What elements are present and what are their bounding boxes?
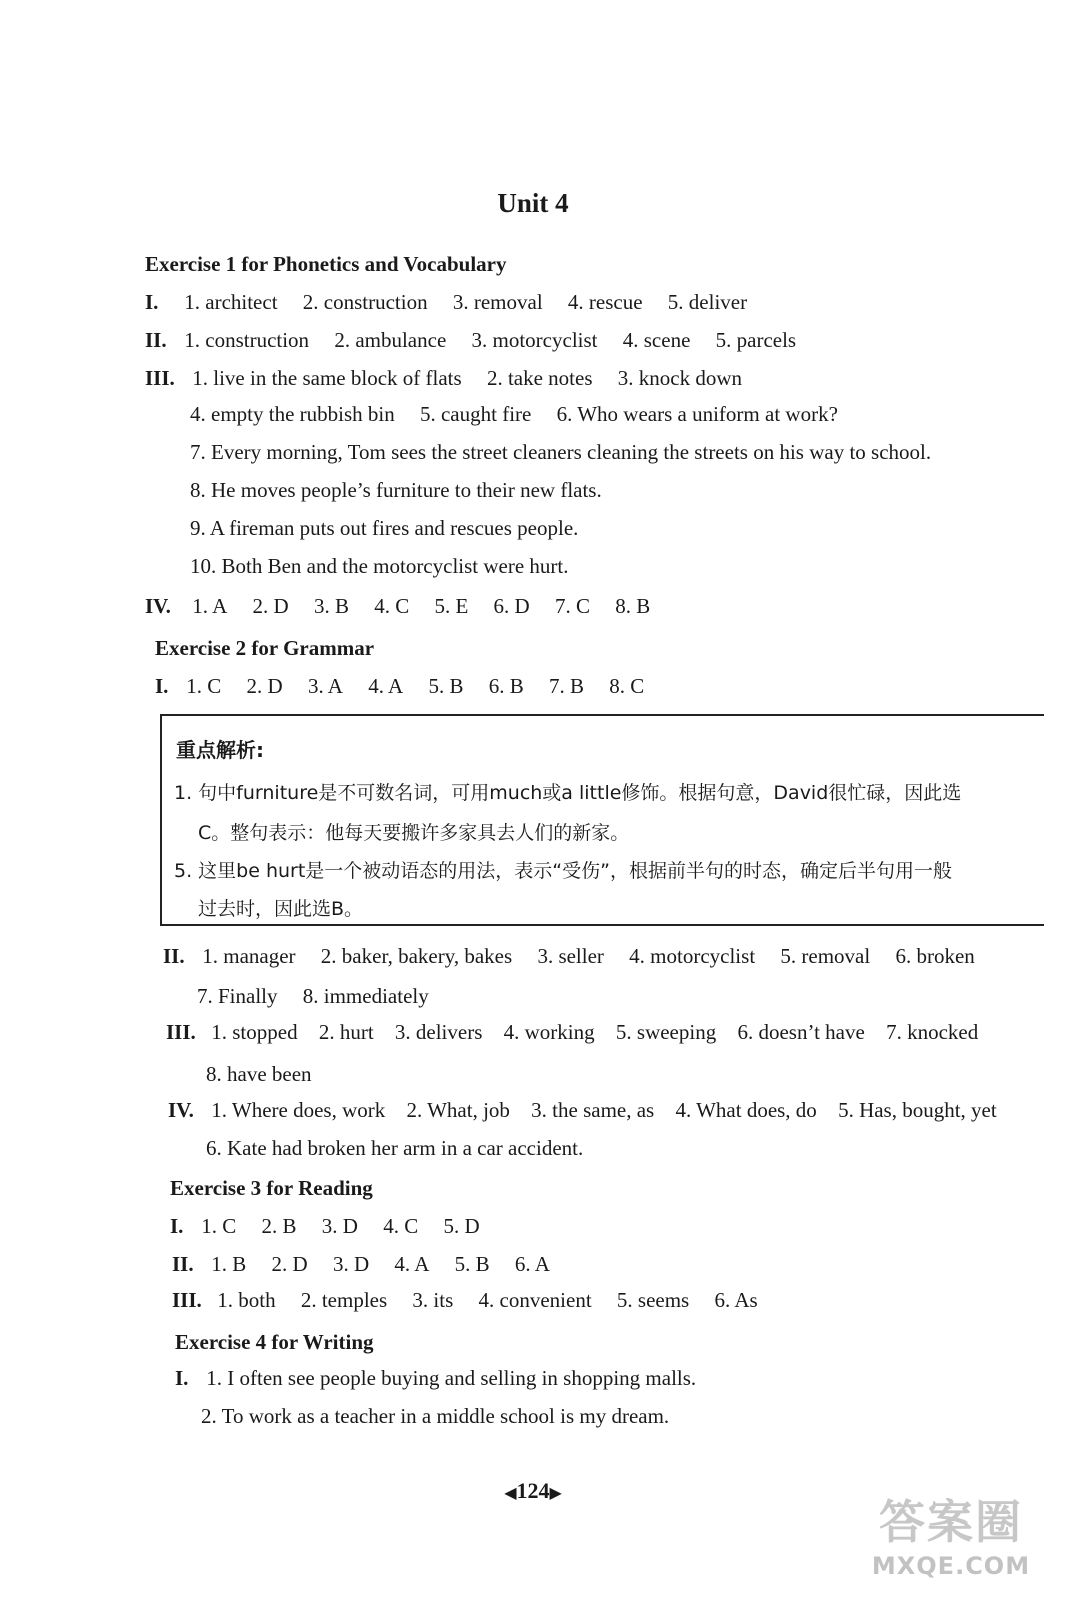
answer-item: 2. D	[252, 594, 289, 618]
answer-item: 3. delivers	[394, 1020, 483, 1044]
answer-item: 6. As	[714, 1288, 758, 1312]
answer-item: 6. B	[488, 674, 524, 698]
answer-item: 3. its	[412, 1288, 454, 1312]
answer-item: 7. Every morning, Tom sees the street cleaners cleaning the streets on his way to school.	[190, 440, 932, 464]
answer-item: 4. scene	[622, 328, 691, 352]
answer-item: 7. knocked	[886, 1020, 979, 1044]
answer-item: 5. B	[428, 674, 464, 698]
answer-item: 4. working	[503, 1020, 595, 1044]
ex1-section-III	[145, 366, 762, 391]
section-label: II.	[163, 944, 185, 968]
triangle-left-icon: ◀	[504, 1485, 517, 1502]
answer-item: 3. D	[321, 1214, 358, 1238]
exercise-2-heading: Exercise 2 for Grammar	[155, 636, 375, 660]
answer-item: 4. What does, do	[675, 1098, 817, 1122]
answer-item: 5. D	[443, 1214, 480, 1238]
ex3-section-II	[172, 1252, 570, 1277]
answer-item: 1. C	[201, 1214, 237, 1238]
answer-item: 1. B	[211, 1252, 247, 1276]
unit-title: Unit 4	[497, 188, 569, 218]
section-label: IV.	[168, 1098, 194, 1122]
answer-item: 3. removal	[452, 290, 543, 314]
answer-item: 7. B	[549, 674, 585, 698]
answer-item: 5. E	[434, 594, 469, 618]
answer-item: 9. A fireman puts out fires and rescues people.	[190, 516, 579, 540]
answer-item: 2. baker, bakery, bakes	[320, 944, 513, 968]
answer-item: 6. A	[514, 1252, 550, 1276]
answer-item: 1. live in the same block of flats	[192, 366, 462, 390]
ex2-section-III	[166, 1020, 978, 1045]
analysis-line: 1. 句中furniture是不可数名词，可用much或a little修饰。根据句意，David很忙碌，因此选	[174, 782, 962, 804]
answer-item: 4. A	[368, 674, 404, 698]
answer-item: 1. both	[217, 1288, 276, 1312]
ex3-section-III	[172, 1288, 778, 1313]
answer-item: 3. A	[307, 674, 343, 698]
ex3-section-I	[170, 1214, 500, 1239]
answer-item: 1. I often see people buying and selling in shopping malls.	[206, 1366, 697, 1390]
answer-item: 6. doesn’t have	[737, 1020, 865, 1044]
answer-item: 5. caught fire	[419, 402, 532, 426]
answer-item: 7. Finally	[197, 984, 278, 1008]
section-label: II.	[172, 1252, 194, 1276]
answer-item: 6. broken	[895, 944, 975, 968]
analysis-line: C。整句表示：他每天要搬许多家具去人们的新家。	[198, 822, 630, 844]
exercise-3-heading: Exercise 3 for Reading	[170, 1176, 373, 1200]
answer-item: 4. motorcyclist	[629, 944, 756, 968]
answer-item: 4. convenient	[478, 1288, 592, 1312]
answer-item: 1. Where does, work	[211, 1098, 386, 1122]
exercise-4-heading: Exercise 4 for Writing	[175, 1330, 374, 1354]
section-label: II.	[145, 328, 167, 352]
answer-item: 3. B	[313, 594, 349, 618]
ex2-section-IV	[168, 1098, 997, 1123]
answer-item: 3. the same, as	[531, 1098, 655, 1122]
answer-item: 2. take notes	[486, 366, 593, 390]
answer-item: 1. stopped	[211, 1020, 298, 1044]
section-label: I.	[145, 290, 159, 314]
ex1-section-I	[145, 290, 767, 315]
exercise-1-heading: Exercise 1 for Phonetics and Vocabulary	[145, 252, 507, 276]
answer-item: 2. To work as a teacher in a middle school is my dream.	[201, 1404, 670, 1428]
answer-item: 4. rescue	[567, 290, 643, 314]
answer-item: 2. D	[246, 674, 283, 698]
answer-item: 8. He moves people’s furniture to their new flats.	[190, 478, 602, 502]
answer-item: 5. Has, bought, yet	[838, 1098, 997, 1122]
answer-item: 2. ambulance	[334, 328, 447, 352]
triangle-right-icon: ▶	[549, 1485, 562, 1502]
key-analysis-heading: 重点解析:	[176, 738, 264, 762]
answer-item: 5. deliver	[667, 290, 748, 314]
watermark-text: 答案圈	[879, 1495, 1023, 1549]
answer-item: 4. A	[394, 1252, 430, 1276]
answer-item: 5. removal	[780, 944, 871, 968]
answer-item: 7. C	[554, 594, 590, 618]
ex2-section-I	[155, 674, 664, 699]
answer-item: 2. construction	[302, 290, 428, 314]
ex1-section-II	[145, 328, 816, 353]
section-label: IV.	[145, 594, 171, 618]
ex2-section-II-row2	[197, 984, 449, 1009]
answer-item: 5. sweeping	[615, 1020, 717, 1044]
section-label: III.	[166, 1020, 196, 1044]
analysis-line: 过去时，因此选B。	[198, 898, 364, 920]
answer-item: 1. architect	[184, 290, 278, 314]
answer-item: 8. B	[615, 594, 651, 618]
answer-item: 3. knock down	[617, 366, 742, 390]
key-analysis-box	[160, 714, 1044, 926]
answer-item: 5. parcels	[715, 328, 797, 352]
answer-item: 2. D	[271, 1252, 308, 1276]
answer-item: 5. B	[454, 1252, 490, 1276]
answer-item: 3. D	[332, 1252, 370, 1276]
answer-item: 6. Who wears a uniform at work?	[556, 402, 838, 426]
answer-item: 4. C	[374, 594, 410, 618]
answer-item: 2. hurt	[318, 1020, 374, 1044]
section-label: III.	[145, 366, 175, 390]
answer-item: 3. seller	[537, 944, 604, 968]
section-label: I.	[175, 1366, 189, 1390]
answer-item: 2. B	[261, 1214, 297, 1238]
answer-item: 1. manager	[202, 944, 296, 968]
answer-item: 6. D	[493, 594, 530, 618]
page-number-value: 124	[516, 1478, 550, 1503]
analysis-line: 5. 这里be hurt是一个被动语态的用法，表示“受伤”，根据前半句的时态，确定后半句用一般	[174, 860, 952, 882]
section-label: I.	[155, 674, 169, 698]
section-label: I.	[170, 1214, 184, 1238]
section-label: III.	[172, 1288, 202, 1312]
answer-item: 2. What, job	[406, 1098, 510, 1122]
answer-item: 5. seems	[616, 1288, 690, 1312]
answer-item: 8. have been	[206, 1062, 312, 1086]
answer-item: 8. C	[609, 674, 645, 698]
answer-item: 1. construction	[184, 328, 310, 352]
answer-item: 10. Both Ben and the motorcyclist were hurt.	[190, 554, 569, 578]
answer-item: 1. A	[192, 594, 228, 618]
ex1-section-III-row2	[190, 402, 858, 427]
watermark-url: MXQE.COM	[871, 1552, 1031, 1580]
answer-item: 1. C	[186, 674, 222, 698]
answer-item: 4. C	[383, 1214, 419, 1238]
answer-item: 4. empty the rubbish bin	[190, 402, 395, 426]
ex1-section-IV	[145, 594, 670, 619]
ex2-section-II	[163, 944, 975, 969]
answer-item: 2. temples	[300, 1288, 388, 1312]
watermark-logo	[856, 1486, 1046, 1586]
answer-item: 8. immediately	[302, 984, 429, 1008]
answer-item: 3. motorcyclist	[471, 328, 598, 352]
ex4-section-I	[175, 1366, 696, 1391]
answer-item: 6. Kate had broken her arm in a car accident.	[206, 1136, 584, 1160]
